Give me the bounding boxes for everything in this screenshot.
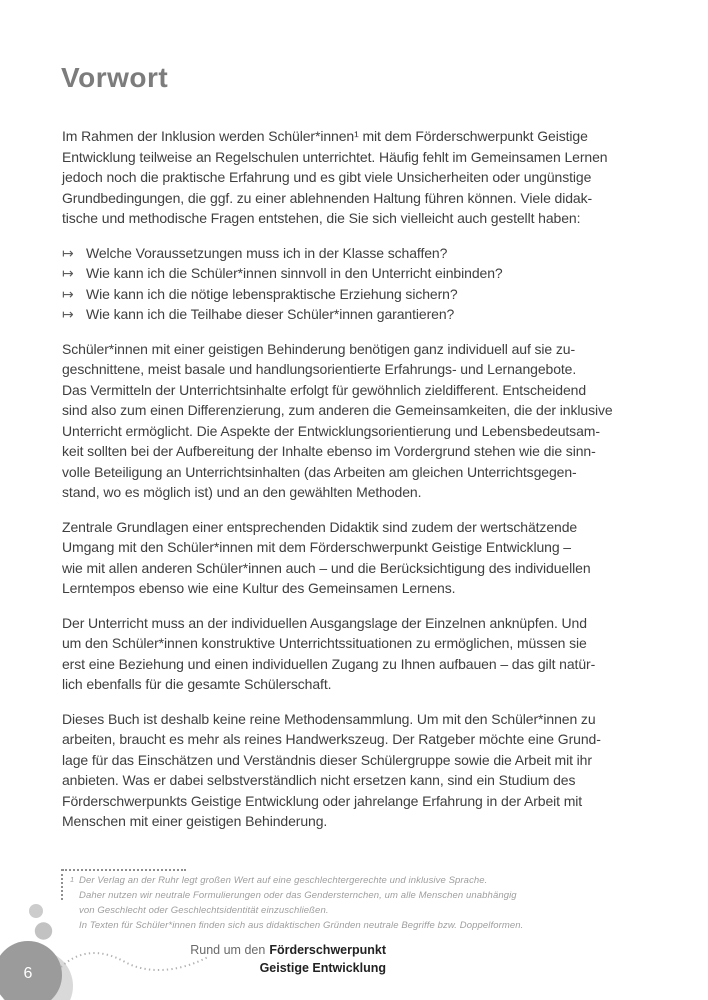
text-line: keit sollten bei der Aufbereitung der Inhalte ebenso im Vordergrund stehen wie die sinn-	[62, 443, 596, 459]
text-line: Umgang mit den Schüler*innen mit dem Förderschwerpunkt Geistige Entwicklung –	[62, 539, 571, 555]
question-item	[62, 284, 668, 305]
question-text: Wie kann ich die nötige lebenspraktische Erziehung sichern?	[86, 285, 458, 302]
paragraph-needs	[62, 339, 668, 503]
paragraph-book-purpose	[62, 709, 668, 832]
small-dot-icon	[29, 904, 43, 918]
text-line: Förderschwerpunkts Geistige Entwicklung oder jahrelange Erfahrung in der Arbeit mit	[62, 792, 583, 809]
text-line: Lerntempos ebenso wie eine Kultur des Gemeinsamen Lernens.	[62, 580, 456, 596]
text-line: geschnittene, meist basale und handlungsorientierte Erfahrungs- und Lernangebote.	[62, 361, 577, 377]
text-line: jedoch noch die praktische Erfahrung und es gibt viele Unsicherheiten oder ungünstige	[62, 169, 592, 185]
text-line: stand, wo es möglich ist) und an den gewählten Methoden.	[62, 484, 422, 500]
question-list	[62, 243, 668, 325]
footnote-line: von Geschlecht oder Geschlechtsidentität einzuschließen.	[79, 905, 329, 916]
text-line: Dieses Buch ist deshalb keine reine Methodensammlung. Um mit den Schüler*innen zu	[62, 710, 596, 727]
text-line: volle Beteiligung an Unterrichtsinhalten (das Arbeiten am gleichen Unterrichtsgegen-	[62, 463, 577, 480]
text-line: lich ebenfalls für die gesamte Schülerschaft.	[62, 676, 332, 692]
page-title: Vorwort	[61, 62, 169, 93]
text-line: Der Unterricht muss an der individuellen Ausgangslage der Einzelnen anknüpfen. Und	[62, 614, 587, 631]
text-line: Unterricht ermöglicht. Die Aspekte der Entwicklungsorientierung und Lebensbedeutsam-	[62, 422, 600, 439]
text-line: lage für das Einschätzen und Verständnis dieser Schülergruppe sowie die Arbeit mit ihr	[62, 751, 592, 768]
text-line: Zentrale Grundlagen einer entsprechenden Didaktik sind zudem der wertschätzende	[62, 518, 578, 535]
text-line: tische und methodische Fragen entstehen, die Sie sich vielleicht auch gestellt haben:	[62, 210, 581, 226]
text-line: Das Vermitteln der Unterrichtsinhalte erfolgt für gewöhnlich zieldifferent. Entscheidend	[62, 381, 587, 398]
text-line: erst eine Beziehung und einen individuellen Zugang zu Ihnen aufbauen – das gilt natür-	[62, 655, 596, 672]
footnote-rule-horizontal	[62, 869, 186, 871]
question-item	[62, 304, 668, 325]
footnote-line: Der Verlag an der Ruhr legt großen Wert auf eine geschlechtergerechte und inklusive Sprache.	[79, 875, 488, 886]
body-text	[62, 126, 668, 846]
footer-series-name-1: Förderschwerpunkt	[269, 943, 386, 957]
wavy-dotted-line	[61, 953, 208, 970]
paragraph-teaching	[62, 613, 668, 695]
question-item	[62, 263, 668, 284]
footer-prefix: Rund um den	[190, 943, 266, 957]
text-line: Schüler*innen mit einer geistigen Behinderung benötigen ganz individuell auf sie zu-	[62, 340, 576, 357]
mapsto-arrow-icon: ↦	[62, 285, 74, 302]
text-line: Entwicklung teilweise an Regelschulen unterrichtet. Häufig fehlt im Gemeinsamen Lernen	[62, 148, 608, 165]
text-line: Grundbedingungen, die ggf. zu einer ablehnenden Haltung führen können. Viele didak-	[62, 189, 593, 206]
text-line: anbieten. Was er dabei selbstverständlich nicht ersetzen kann, sind ein Studium des	[62, 772, 576, 788]
text-line: arbeiten, braucht es mehr als reines Handwerkszeug. Der Ratgeber möchte eine Grund-	[62, 731, 601, 747]
mapsto-arrow-icon: ↦	[62, 306, 74, 322]
mapsto-arrow-icon: ↦	[62, 244, 74, 261]
question-text: Wie kann ich die Schüler*innen sinnvoll in den Unterricht einbinden?	[86, 265, 503, 281]
question-text: Wie kann ich die Teilhabe dieser Schüler*innen garantieren?	[86, 306, 455, 322]
footnote-line: In Texten für Schüler*innen finden sich aus didaktischen Gründen neutrale Begriffe bzw. Doppelformen.	[79, 920, 524, 931]
paragraph-intro	[62, 126, 668, 229]
footnote-line: Daher nutzen wir neutrale Formulierungen oder das Gendersternchen, um alle Menschen unabhängig	[79, 890, 517, 901]
page-number: 6	[23, 965, 33, 982]
paragraph-didactics	[62, 517, 668, 599]
footer-series-name-2: Geistige Entwicklung	[259, 960, 386, 975]
text-line: Im Rahmen der Inklusion werden Schüler*innen¹ mit dem Förderschwerpunkt Geistige	[62, 128, 588, 144]
corner-decoration	[0, 885, 240, 1000]
mapsto-arrow-icon: ↦	[62, 265, 74, 281]
medium-dot-icon	[35, 922, 52, 939]
text-line: um den Schüler*innen konstruktive Unterrichtssituationen zu ermöglichen, müssen sie	[62, 635, 587, 651]
footnote-marker: 1	[70, 875, 75, 884]
question-item	[62, 243, 668, 264]
question-text: Welche Voraussetzungen muss ich in der Klasse schaffen?	[86, 244, 448, 261]
text-line: sind also zum einen Differenzierung, zum anderen die Gemeinsamkeiten, die der inklusive	[62, 402, 613, 418]
text-line: Menschen mit einer geistigen Behinderung.	[62, 813, 328, 829]
text-line: wie mit allen anderen Schüler*innen auch – und die Berücksichtigung des individuellen	[62, 559, 591, 576]
